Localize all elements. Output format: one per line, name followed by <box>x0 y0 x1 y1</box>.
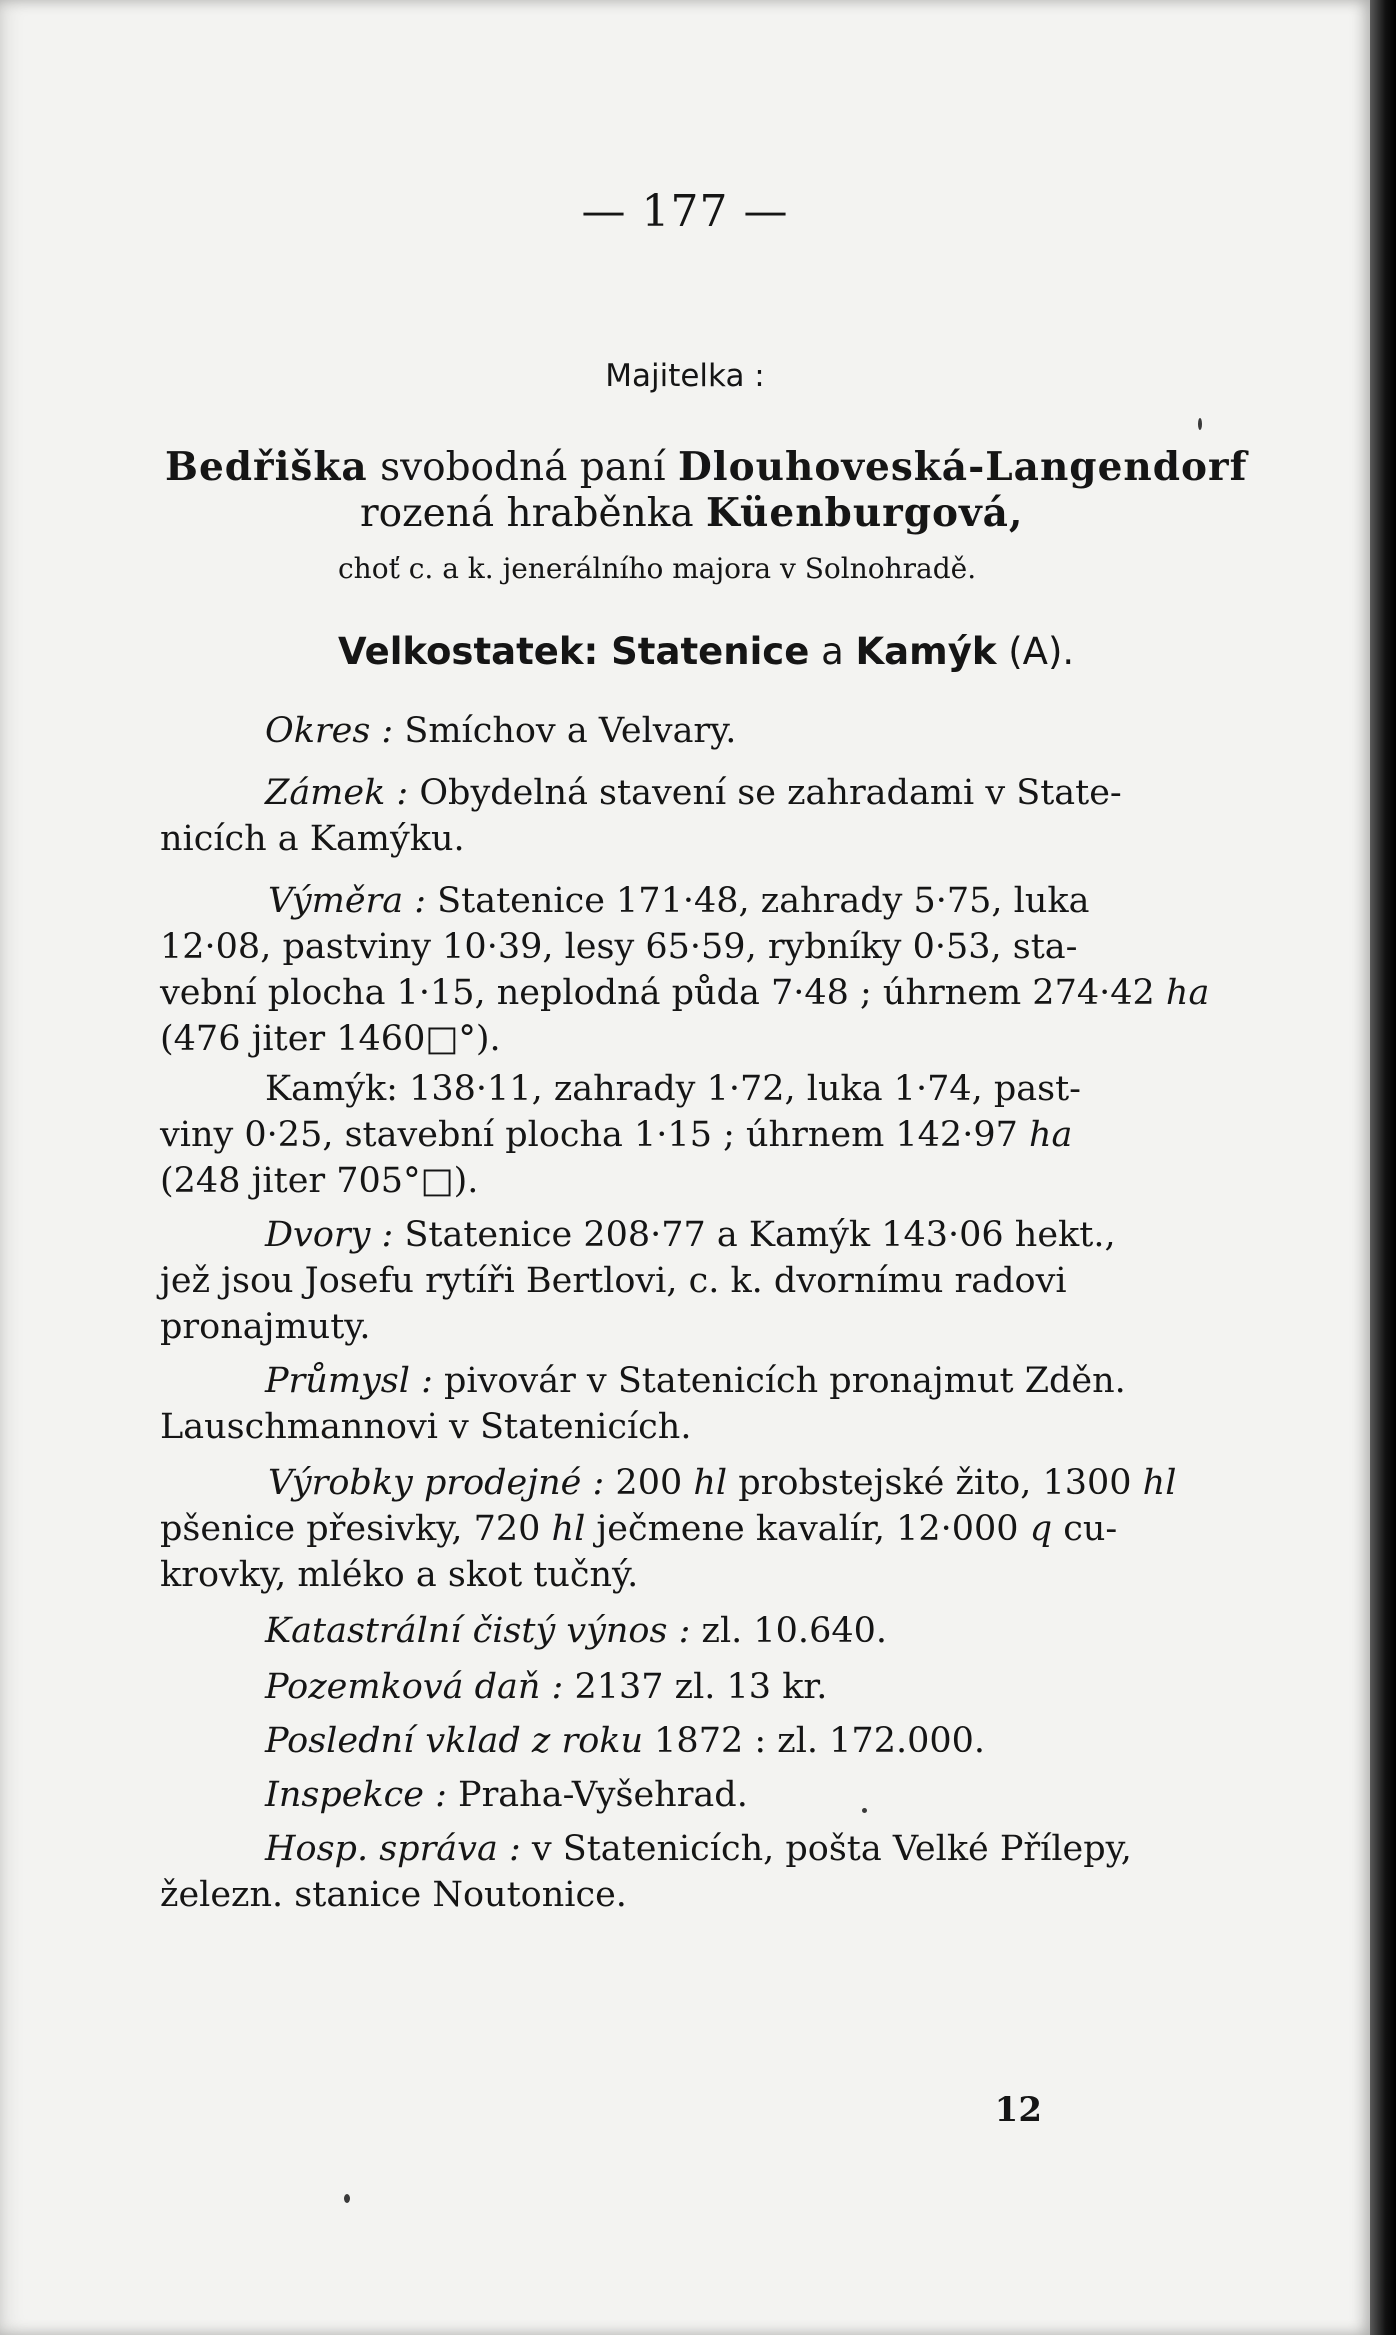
vyrobky-line-3: krovky, mléko a skot tučný. <box>160 1555 639 1595</box>
prumysl-line-1 <box>265 1358 1126 1404</box>
owner-family-name: Dlouhoveská-Langendorf <box>677 444 1248 490</box>
speck <box>862 1808 867 1813</box>
vymera-unit: ha <box>1165 973 1210 1013</box>
sprava-line-2: železn. stanice Noutonice. <box>160 1875 627 1915</box>
vyrobky-unit-4: q <box>1029 1509 1053 1549</box>
owner-name-line <box>165 444 1247 490</box>
kamyk-text-2: viny 0·25, stavební plocha 1·15 ; úhrnem 142·97 <box>160 1115 1029 1155</box>
vyrobky-line-2 <box>160 1506 1117 1552</box>
owner-spouse-line: choť c. a k. jenerálního majora v Solnohradě. <box>338 552 977 585</box>
prumysl-line-2: Lauschmannovi v Statenicích. <box>160 1407 692 1447</box>
prumysl-text-1: pivovár v Statenicích pronajmut Zděn. <box>432 1361 1126 1401</box>
vymera-text-3: vební plocha 1·15, neplodná půda 7·48 ; úhrnem 274·42 <box>160 973 1166 1013</box>
vymera-line-2: 12·08, pastviny 10·39, lesy 65·59, rybníky 0·53, sta- <box>160 927 1078 967</box>
speck <box>344 2194 350 2203</box>
dvory-line-2: jež jsou Josefu rytíři Bertlovi, c. k. dvornímu radovi <box>160 1261 1067 1301</box>
vyrobky-unit-3: hl <box>551 1509 586 1549</box>
vymera-label: Výměra : <box>268 881 427 921</box>
vyrobky-label: Výrobky prodejné : <box>268 1463 605 1503</box>
estate-suffix: (A). <box>996 630 1075 673</box>
prumysl-label: Průmysl : <box>265 1361 433 1401</box>
estate-heading <box>338 630 1074 673</box>
vyrobky-text-1a: 200 <box>604 1463 694 1503</box>
kamyk-line-2 <box>160 1112 1072 1158</box>
estate-name: Velkostatek: Statenice <box>338 630 810 673</box>
dvory-line-3: pronajmuty. <box>160 1307 371 1347</box>
vymera-line-1 <box>268 878 1090 924</box>
okres-value: Smíchov a Velvary. <box>393 711 737 751</box>
katastr-line <box>265 1608 887 1654</box>
sheet-signature: 12 <box>994 2090 1042 2130</box>
zamek-text-1: Obydelná stavení se zahradami v State- <box>408 773 1122 813</box>
dan-value: 2137 zl. 13 kr. <box>563 1667 828 1707</box>
estate-second-name: Kamýk <box>855 630 997 673</box>
owner-title: svobodná paní <box>367 445 678 490</box>
estate-connector: a <box>809 630 856 673</box>
vyrobky-text-1b: probstejské žito, 1300 <box>727 1463 1143 1503</box>
vklad-line <box>265 1718 985 1764</box>
zamek-line-1 <box>265 770 1122 816</box>
owner-label: Majitelka : <box>605 358 765 394</box>
vymera-text-1: Statenice 171·48, zahrady 5·75, luka <box>426 881 1090 921</box>
owner-born-line <box>360 490 1024 536</box>
dan-line <box>265 1664 827 1710</box>
vyrobky-text-2b: ječmene kavalír, 12·000 <box>585 1509 1030 1549</box>
owner-born-text: rozená hraběnka <box>360 491 706 536</box>
vklad-label: Poslední vklad z roku <box>265 1721 644 1761</box>
vyrobky-text-2c: cu- <box>1052 1509 1118 1549</box>
inspekce-value: Praha-Vyšehrad. <box>446 1775 748 1815</box>
owner-maiden-name: Küenburgová, <box>705 490 1024 536</box>
page-number: — 177 — <box>581 186 789 237</box>
speck <box>1198 418 1202 430</box>
page-edge-shadow <box>1370 0 1396 2335</box>
zamek-label: Zámek : <box>265 773 409 813</box>
zamek-line-2: nicích a Kamýku. <box>160 819 465 859</box>
inspekce-label: Inspekce : <box>265 1775 447 1815</box>
owner-given-name: Bedřiška <box>165 444 368 490</box>
kamyk-unit: ha <box>1028 1115 1073 1155</box>
dan-label: Pozemková daň : <box>265 1667 564 1707</box>
katastr-label: Katastrální čistý výnos : <box>265 1611 691 1651</box>
sprava-line-1 <box>265 1826 1132 1872</box>
vyrobky-unit-1: hl <box>693 1463 728 1503</box>
vyrobky-line-1 <box>268 1460 1176 1506</box>
vymera-line-3 <box>160 970 1209 1016</box>
vyrobky-unit-2: hl <box>1142 1463 1177 1503</box>
vyrobky-text-2a: pšenice přesivky, 720 <box>160 1509 552 1549</box>
inspekce-line <box>265 1772 748 1818</box>
kamyk-line-1: Kamýk: 138·11, zahrady 1·72, luka 1·74, past- <box>265 1069 1081 1109</box>
vymera-line-4: (476 jiter 1460□°). <box>160 1019 501 1059</box>
sprava-label: Hosp. správa : <box>265 1829 521 1869</box>
katastr-value: zl. 10.640. <box>690 1611 887 1651</box>
dvory-label: Dvory : <box>265 1215 394 1255</box>
kamyk-line-3: (248 jiter 705°□). <box>160 1161 479 1201</box>
okres-label: Okres : <box>265 711 394 751</box>
vklad-value: 1872 : zl. 172.000. <box>643 1721 986 1761</box>
sprava-text-1: v Statenicích, pošta Velké Přílepy, <box>520 1829 1132 1869</box>
okres-line <box>265 708 736 754</box>
dvory-line-1 <box>265 1212 1116 1258</box>
dvory-text-1: Statenice 208·77 a Kamýk 143·06 hekt., <box>393 1215 1116 1255</box>
